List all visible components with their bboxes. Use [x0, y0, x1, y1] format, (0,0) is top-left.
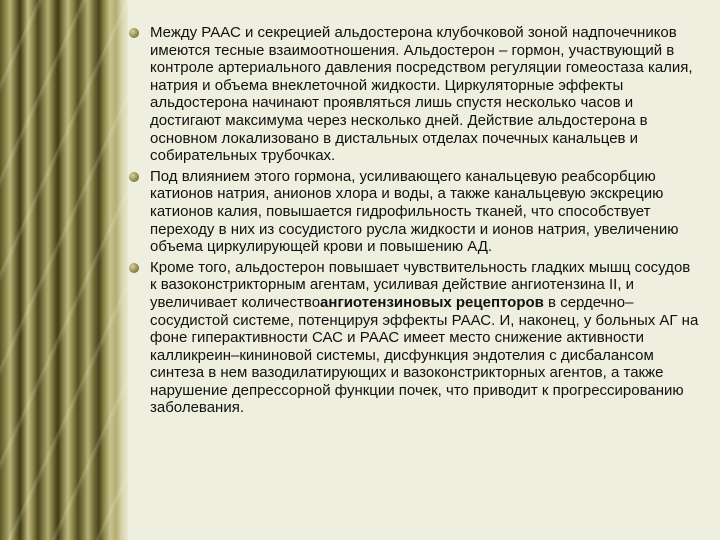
paragraph-text: Под влиянием этого гормона, усиливающего канальцевую реабсорбцию катионов натрия, анионов хлора и воды, а также канальцевую экскрецию катионов калия, повышается гидрофильность тканей, что способствует переходу в них из сосудистого русла жидкости и ионов натрия, увеличению объема циркулирующей крови и повышению АД. [150, 167, 679, 256]
bullet-paragraph-2 [128, 168, 700, 256]
slide-text-body [128, 24, 700, 420]
paragraph-text: Между РААС и секрецией альдостерона клубочковой зоной надпочечников имеются тесные взаимоотношения. Альдостерон – гормон, участвующий в контроле артериального давления посредством регуляции гомеостаза калия, натрия и объема внеклеточной жидкости. Циркуляторные эффекты альдостерона начинают проявляться лишь спустя несколько часов и достигают максимума через несколько дней. Действие альдостерона в основном локализовано в дистальных отделах почечных канальцев и собирательных трубочках. [150, 24, 693, 165]
paragraph-text-part1: Кроме того, альдостерон повышает чувствительность гладких мышц сосудов к вазоконстрикторным агентам, усиливая действие ангиотензина II, и увеличивает количество [150, 258, 691, 311]
bullet-icon [129, 263, 139, 273]
decorative-striped-border [0, 0, 128, 540]
emphasis-receptors: ангиотензиновых рецепторов [320, 293, 544, 311]
bullet-paragraph-1 [128, 24, 700, 165]
bullet-icon [129, 28, 139, 38]
bullet-paragraph-3 [128, 259, 700, 417]
bullet-icon [129, 172, 139, 182]
paragraph-text-part2: в сердечно–сосудистой системе, потенцируя эффекты РААС. И, наконец, у больных АГ на фоне гиперактивности САС и РААС имеет место снижение активности калликреин–кининовой системы, дисфункция эндотелия с дисбалансом синтеза в нем вазодилатирующих и вазоконстрикторных агентов, а также нарушение депрессорной функции почек, что приводит к прогрессированию заболевания. [150, 293, 699, 417]
